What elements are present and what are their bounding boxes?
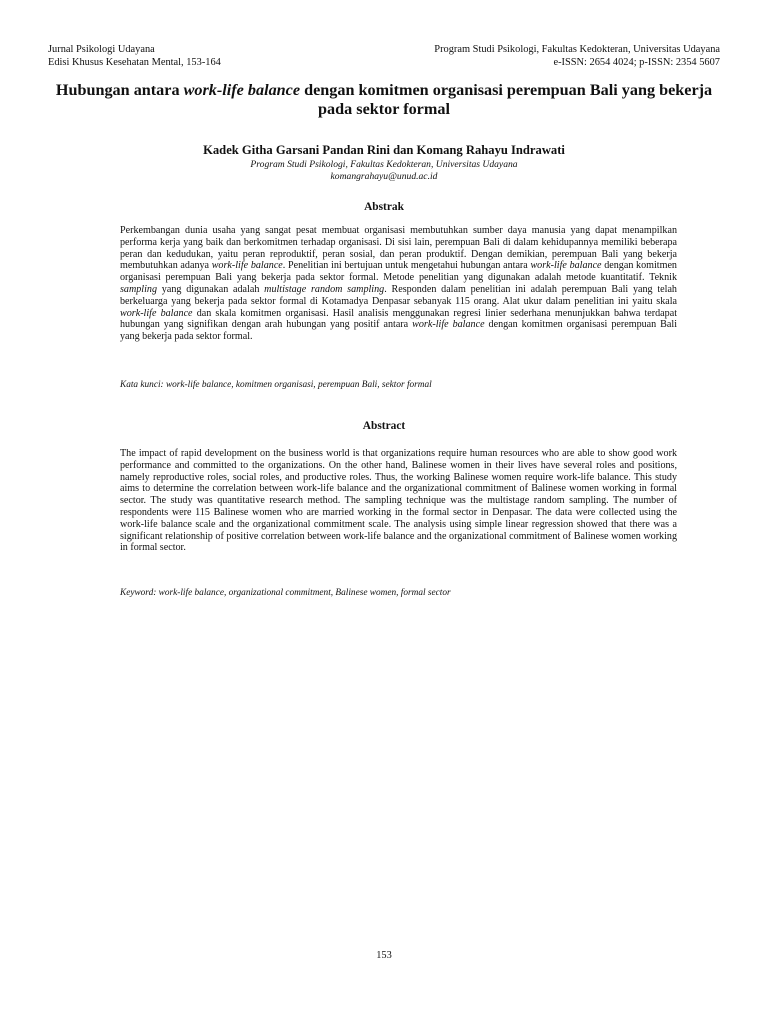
journal-header [48,43,221,69]
abstract-text: The impact of rapid development on the business world is that organizations require human resources who are able to show good work performance and committed to the organizations. On the other hand, Balinese women in their lives have several roles and positions, namely reproductive roles, social roles, and productive roles. Thus, the working Balinese women require work-life balance. This study aims to determine the correlation between work-life balance and the organizational commitment of Balinese women working in formal sector. The study was quantitative research method. The sampling technique was the multistage random sampling. The number of respondents were 115 Balinese women who are married working in the formal sector in Denpasar. The data were collected using the work-life balance scale and the organizational commitment scale. The analysis using simple linear regression showed that there was a significant relationship of positive correlation between work-life balance and the organizational commitment of Balinese women working in formal sector. [120,448,677,554]
abstrak-heading: Abstrak [364,201,404,213]
journal-name: Jurnal Psikologi Udayana [48,44,155,55]
author-email: komangrahayu@unud.ac.id [330,171,438,182]
abstrak-keywords: Kata kunci: work-life balance, komitmen organisasi, perempuan Bali, sektor formal [120,380,432,390]
abstrak-text: Perkembangan dunia usaha yang sangat pesat membuat organisasi membutuhkan sumber daya manusia yang dapat menampilkan performa kerja yang baik dan berkomitmen terhadap organisasi. Di sisi lain, perempuan Bali di dalam kehidupannya memiliki beberapa peran dan kedudukan, yaitu peran reproduktif, peran sosial, dan peran produktif. Dengan demikian, perempuan Bali yang bekerja membutuhkan adanya work-life balance. Penelitian ini bertujuan untuk mengetahui hubungan antara work-life balance dengan komitmen organisasi perempuan Bali yang bekerja pada sektor formal. Metode penelitian yang digunakan adalah metode kuantitatif. Teknik sampling yang digunakan adalah multistage random sampling. Responden dalam penelitian ini adalah perempuan Bali yang telah berkeluarga yang bekerja pada sektor formal di Kotamadya Denpasar sebanyak 115 orang. Alat ukur dalam penelitian ini yaitu skala work-life balance dan skala komitmen organisasi. Hasil analisis menggunakan regresi linier sederhana menunjukkan bahwa terdapat hubungan yang signifikan dengan arah hubungan yang positif antara work-life balance dengan komitmen organisasi perempuan Bali yang bekerja pada sektor formal. [120,225,678,343]
abstract-keywords: Keyword: work-life balance, organizational commitment, Balinese women, formal sector [120,588,451,598]
journal-edition: Edisi Khusus Kesehatan Mental, 153-164 [48,57,221,68]
title-part1: Hubungan antara [55,81,184,99]
abstract-heading: Abstract [362,420,406,432]
page-number: 153 [376,950,392,961]
program-header [434,43,720,69]
title-italic: work-life balance [183,81,301,99]
authors: Kadek Githa Garsani Pandan Rini dan Komang Rahayu Indrawati [203,143,565,157]
issn-line: e-ISSN: 2654 4024; p-ISSN: 2354 5607 [553,57,720,68]
title-part2: dengan komitmen organisasi perempuan Bali yang bekerja pada sektor formal [300,81,713,118]
program-name: Program Studi Psikologi, Fakultas Kedokteran, Universitas Udayana [434,44,720,55]
paper-title [40,81,728,119]
affiliation: Program Studi Psikologi, Fakultas Kedokteran, Universitas Udayana [250,159,518,170]
